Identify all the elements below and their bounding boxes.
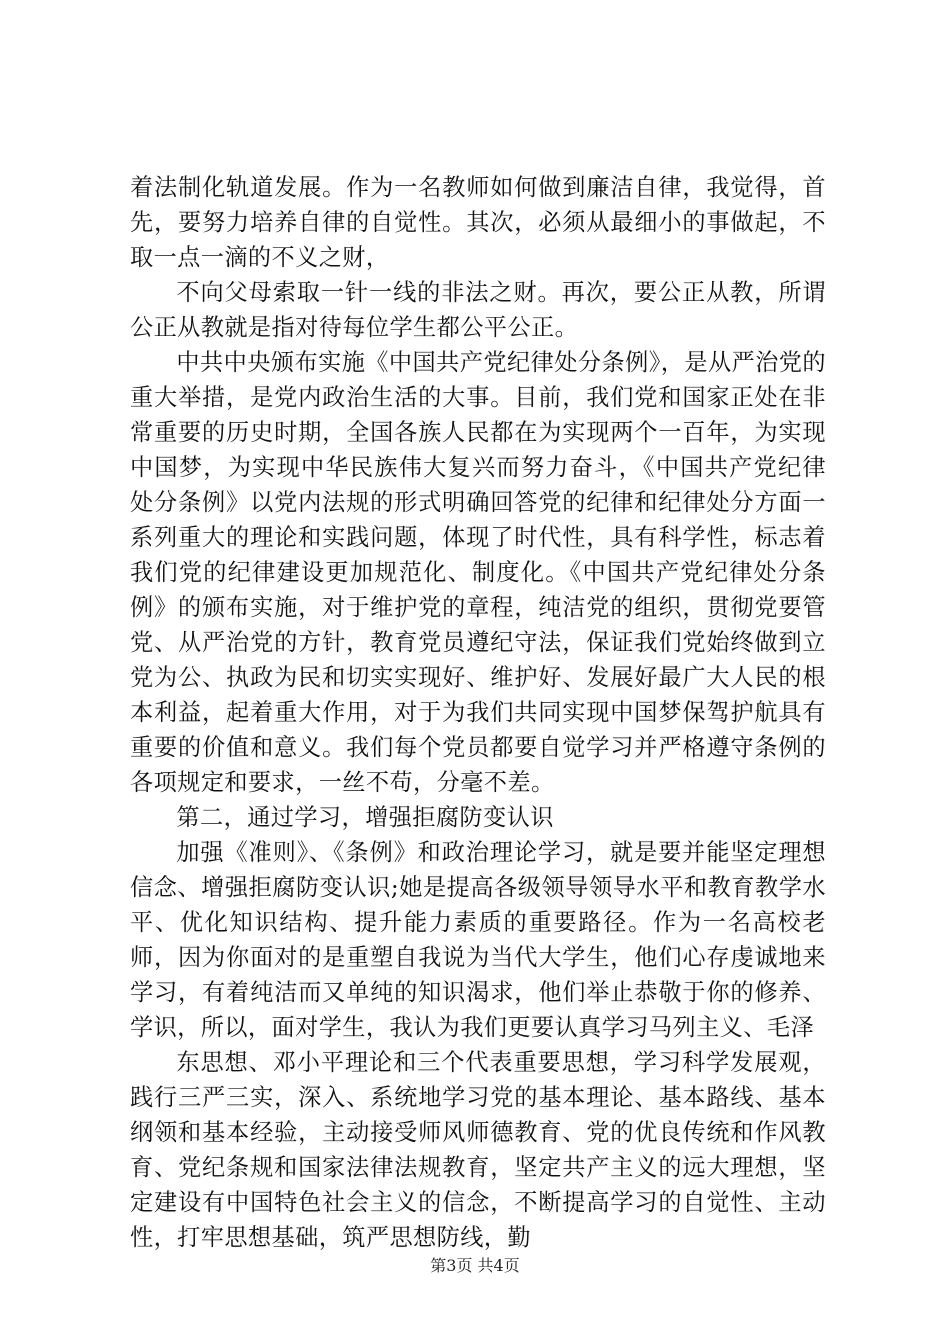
section-heading: 第二，通过学习，增强拒腐防变认识 — [176, 804, 554, 831]
paragraph-4: 加强《准则》、《条例》和政治理论学习，就是要并能坚定理想信念、增强拒腐防变认识;她是提高各级领导领导水平和教育教学水平、优化知识结构、提升能力素质的重要路径。作为一名高校老师，因为你面对的是重塑自我说为当代大学生，他们心存虔诚地来学习，有着纯洁而又单纯的知识渴求，他们举止恭敬于你的修养、学识，所以，面对学生，我认为我们更要认真学习马列主义、毛泽 — [130, 839, 826, 1041]
paragraph-2: 不向父母索取一针一线的非法之财。再次，要公正从教，所谓公正从教就是指对待每位学生都公平公正。 — [130, 279, 826, 341]
page-number-footer: 第3页 共4页 — [430, 1256, 520, 1275]
paragraph-3: 中共中央颁布实施《中国共产党纪律处分条例》，是从严治党的重大举措，是党内政治生活的大事。目前，我们党和国家正处在非常重要的历史时期，全国各族人民都在为实现两个一百年，为实现中国梦，为实现中华民族伟大复兴而努力奋斗，《中国共产党纪律处分条例》以党内法规的形式明确回答党的纪律和纪律处分方面一系列重大的理论和实践问题，体现了时代性，具有科学性，标志着我们党的纪律建设更加规范化、制度化。《中国共产党纪律处分条例》的颁布实施，对于维护党的章程，纯洁党的组织，贯彻党要管党、从严治党的方针，教育党员遵纪守法，保证我们党始终做到立党为公、执政为民和切实实现好、维护好、发展好最广大人民的根本利益，起着重大作用，对于为我们共同实现中国梦保驾护航具有重要的价值和意义。我们每个党员都要自觉学习并严格遵守条例的各项规定和要求，一丝不苟，分毫不差。 — [130, 349, 826, 796]
document-body — [130, 170, 826, 1255]
paragraph-1: 着法制化轨道发展。作为一名教师如何做到廉洁自律，我觉得，首先，要努力培养自律的自觉性。其次，必须从最细小的事做起，不取一点一滴的不义之财， — [130, 174, 826, 271]
paragraph-5: 东思想、邓小平理论和三个代表重要思想，学习科学发展观，践行三严三实，深入、系统地学习党的基本理论、基本路线、基本纲领和基本经验，主动接受师风师德教育、党的优良传统和作风教育、党纪条规和国家法律法规教育，坚定共产主义的远大理想，坚定建设有中国特色社会主义的信念，不断提高学习的自觉性、主动性，打牢思想基础，筑严思想防线，勤 — [130, 1049, 826, 1251]
